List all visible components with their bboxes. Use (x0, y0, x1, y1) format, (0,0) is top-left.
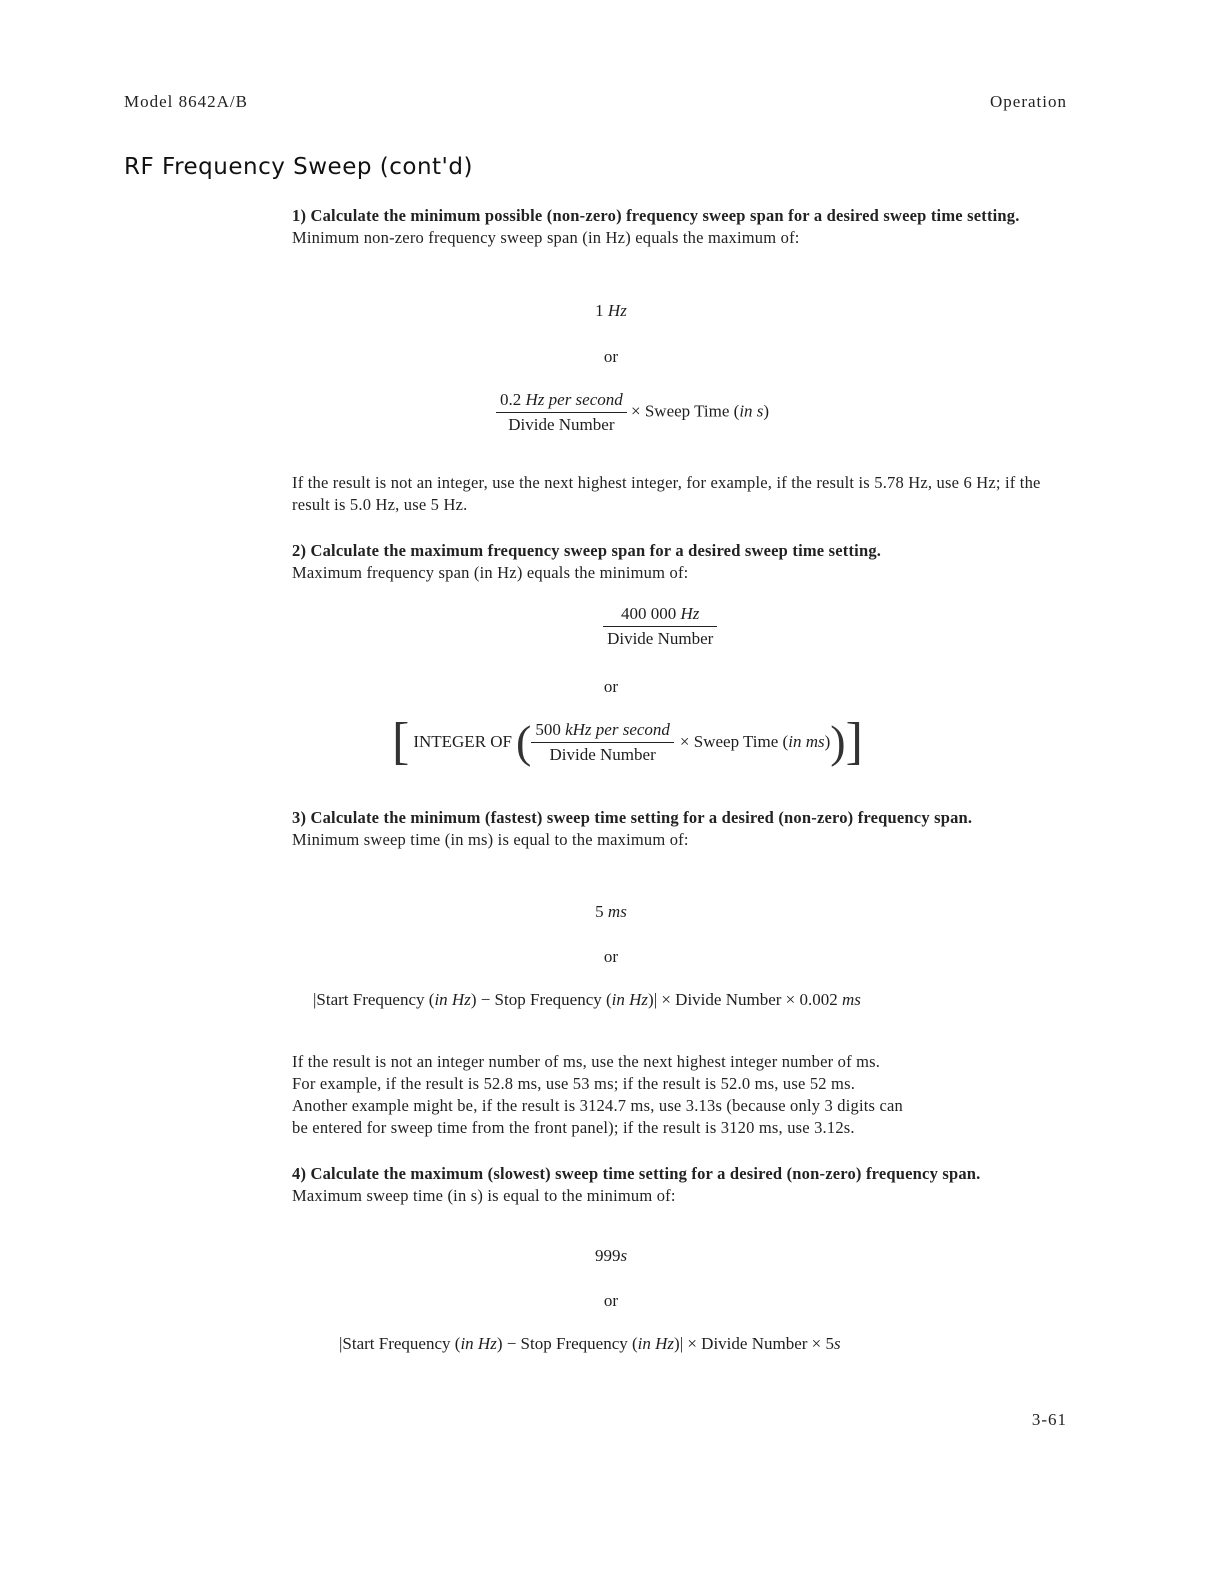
step-1-option-1-unit: Hz (607, 301, 627, 320)
step-4-option-1-value: 999 (594, 1246, 621, 1265)
step-1-option-1-value: 1 (595, 301, 604, 320)
step-1 (292, 205, 1077, 249)
step-4-heading: 4) Calculate the maximum (slowest) sweep time setting for a desired (non-zero) frequency span. (292, 1164, 981, 1183)
step-2 (292, 540, 1077, 584)
step-2-option-2 (392, 713, 863, 770)
step-3-option-1 (0, 902, 1222, 922)
right-bracket: ] (845, 713, 863, 770)
step-2-times-sweep: × Sweep Time (in ms) (679, 732, 831, 751)
step-3 (292, 807, 1077, 851)
header-model: Model 8642A/B (124, 92, 248, 111)
step-1-note: If the result is not an integer, use the next highest integer, for example, if the result is 5.78 Hz, use 6 Hz; if the result is 5.0 Hz, use 5 Hz. (292, 473, 1041, 514)
left-bracket: [ (392, 713, 410, 770)
step-1-or: or (603, 347, 619, 366)
integer-of-label: INTEGER OF (413, 732, 513, 751)
step-4-option-1 (0, 1246, 1222, 1266)
step-1-fraction-numerator: 0.2 Hz per second (496, 390, 627, 413)
step-2-fraction-2 (531, 720, 674, 765)
step-2-intro: Maximum frequency span (in Hz) equals the minimum of: (292, 563, 689, 582)
step-2-fraction-2-numerator: 500 kHz per second (531, 720, 674, 743)
step-4 (292, 1163, 1077, 1207)
page-title: RF Frequency Sweep (cont'd) (124, 154, 473, 180)
step-2-fraction-1-denominator: Divide Number (607, 629, 714, 648)
step-3-formula: |Start Frequency (in Hz) − Stop Frequency (in Hz)| × Divide Number × 0.002 ms (313, 990, 861, 1009)
step-1-option-1 (0, 301, 1222, 321)
right-paren: ) (830, 716, 846, 767)
step-1-heading: 1) Calculate the minimum possible (non-zero) frequency sweep span for a desired sweep time setting. (292, 206, 1020, 225)
step-4-option-1-unit: s (620, 1246, 628, 1265)
step-3-note-line-2: For example, if the result is 52.8 ms, use 53 ms; if the result is 52.0 ms, use 52 ms. (292, 1074, 856, 1093)
step-2-fraction-1-numerator: 400 000 Hz (603, 604, 717, 627)
step-3-option-1-unit: ms (607, 902, 627, 921)
step-2-fraction-2-denominator: Divide Number (549, 744, 656, 764)
step-3-intro: Minimum sweep time (in ms) is equal to the maximum of: (292, 830, 689, 849)
step-3-note-line-3: Another example might be, if the result is 3124.7 ms, use 3.13s (because only 3 digits can (292, 1096, 903, 1115)
step-3-heading: 3) Calculate the minimum (fastest) sweep time setting for a desired (non-zero) frequency span. (292, 808, 973, 827)
step-1-intro: Minimum non-zero frequency sweep span (in Hz) equals the maximum of: (292, 228, 800, 247)
step-2-heading: 2) Calculate the maximum frequency sweep span for a desired sweep time setting. (292, 541, 882, 560)
step-4-formula: |Start Frequency (in Hz) − Stop Frequency (in Hz)| × Divide Number × 5s (339, 1334, 841, 1353)
step-3-note-line-1: If the result is not an integer number of ms, use the next highest integer number of ms. (292, 1052, 881, 1071)
step-4-intro: Maximum sweep time (in s) is equal to the minimum of: (292, 1186, 676, 1205)
step-1-times-sweep: × Sweep Time (in s) (631, 401, 770, 421)
page-number: 3-61 (1031, 1410, 1067, 1429)
step-1-formula (496, 390, 769, 435)
left-paren: ( (516, 716, 532, 767)
step-4-or: or (603, 1291, 619, 1310)
step-3-note-line-4: be entered for sweep time from the front panel); if the result is 3120 ms, use 3.12s. (292, 1118, 855, 1137)
step-2-option-1 (603, 604, 717, 649)
step-1-fraction (496, 390, 627, 435)
step-3-option-1-value: 5 (595, 902, 604, 921)
step-1-fraction-denominator: Divide Number (508, 415, 615, 434)
step-3-or: or (603, 947, 619, 966)
header-section: Operation (990, 92, 1067, 111)
step-2-or: or (603, 677, 619, 696)
step-2-fraction-1 (603, 604, 717, 649)
step-3-note (292, 1051, 1082, 1139)
